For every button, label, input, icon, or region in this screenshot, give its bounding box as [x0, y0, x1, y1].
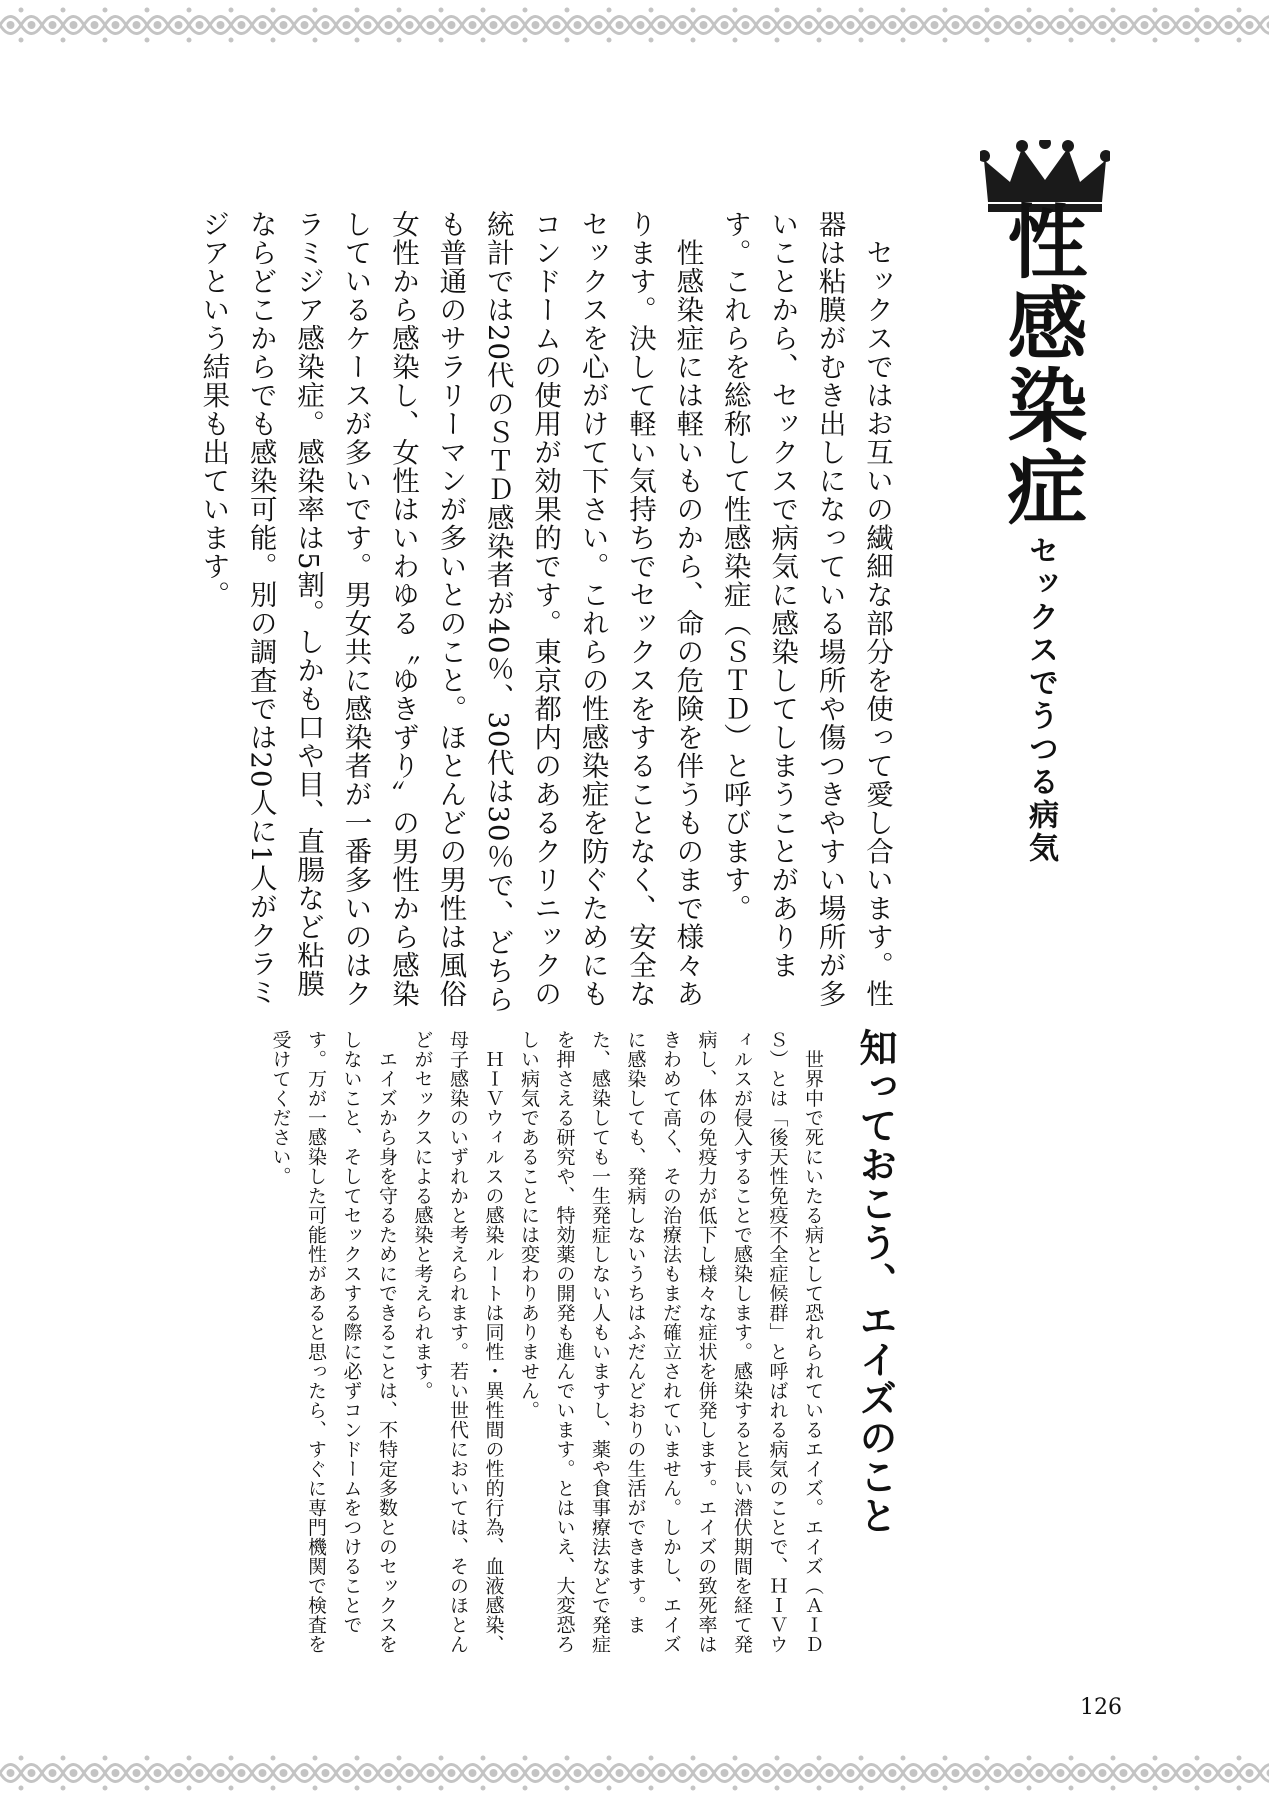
top-lace-border	[0, 0, 1269, 50]
page-subtitle: セックスでうつる病気	[1023, 535, 1058, 865]
lace-border-top-icon	[0, 0, 1269, 50]
intro-body-text: セックスではお互いの繊細な部分を使って愛し合います。性器は粘膜がむき出しになっている場所や傷つきやすい場所が多いことから、セックスで病気に感染してしまうことがあります。これらを総称して性感染症（ＳＴＤ）と呼びます。 性感染症には軽いものから、命の危険を伴うものまで様々あります。決して軽い気持ちでセックスをすることなく、安全なセックスを心がけて下さい。これらの性感染症を防ぐためにもコンドームの使用が効果的です。東京都内のあるクリニックの統計では20代のＳＴＤ感染者が40％、30代は30％で、どちらも普通のサラリーマンが多いとのこと。ほとんどの男性は風俗女性から感染し、女性はいわゆる〝ゆきずり〟の男性から感染しているケースが多いです。男女共に感染者が一番多いのはクラミジア感染症。感染率は5割。しかも口や目、直腸など粘膜ならどこからでも感染可能。別の調査では20人に1人がクラミジアという結果も出ています。	[197, 210, 893, 1014]
bottom-lace-border	[0, 1748, 1269, 1798]
lace-border-bottom-icon	[0, 1748, 1269, 1798]
aids-body-text: 世界中で死にいたる病として恐れられているエイズ。エイズ（ＡＩＤＳ）とは「後天性免疫不全症候群」と呼ばれる病気のことで、ＨＩＶウィルスが侵入することで感染します。感染すると長い潜伏期間を経て発病し、体の免疫力が低下し様々な症状を併発します。エイズの致死率はきわめて高く、その治療法もまだ確立されていません。しかし、エイズに感染しても、発病しないうちはふだんどおりの生活ができます。また、感染しても一生発症しない人もいますし、薬や食事療法などで発症を押さえる研究や、特効薬の開発も進んでいます。とはいえ、大変恐ろしい病気であることには変わりありません。 ＨＩＶウィルスの感染ルートは同性・異性間の性的行為、血液感染、母子感染のいずれかと考えられます。若い世代においては、そのほとんどがセックスによる感染と考えられます。 エイズから身を守るためにできることは、不特定多数とのセックスをしないこと、そしてセックスする際に必ずコンドームをつけることです。万が一感染した可能性があると思ったら、すぐに専門機関で検査を受けてください。	[269, 1030, 824, 1654]
page-title: 性感染症	[994, 200, 1087, 528]
page-number: 126	[1080, 1695, 1122, 1720]
aids-section-heading: 知っておこう、エイズのこと	[853, 1028, 897, 1535]
